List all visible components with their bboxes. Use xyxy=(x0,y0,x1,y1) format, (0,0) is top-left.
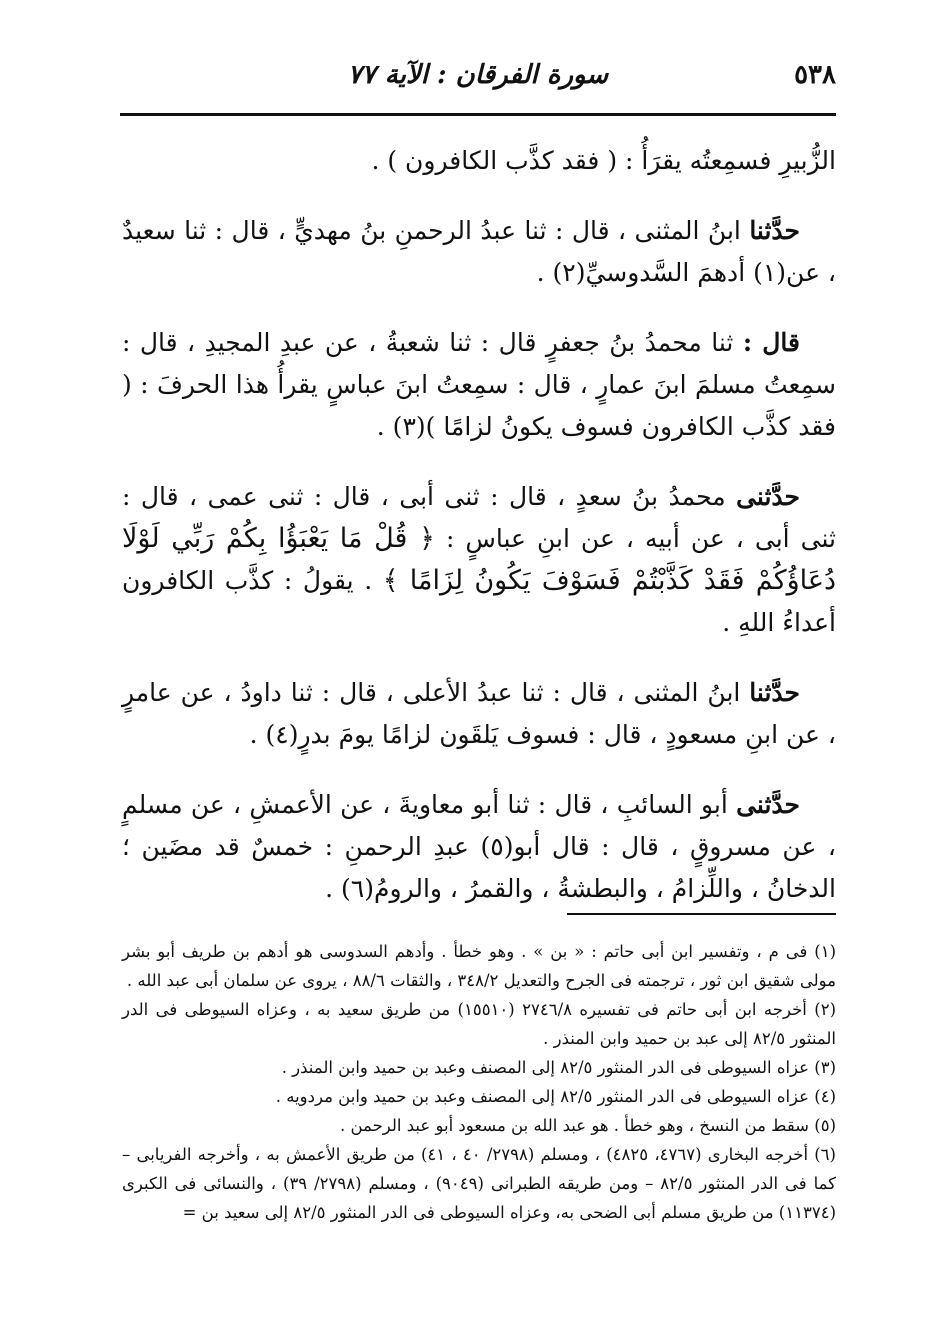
footnote-rule xyxy=(567,913,836,915)
footnote-6: (٦) أخرجه البخارى (٤٧٦٧، ٤٨٢٥) ، ومسلم (٢٧٩٨/ ٤٠ ، ٤١) من طريق الأعمش به ، وأخرجه الفريابى – كما فى الدر المنثور ٨٢/٥ – ومن طريقه الطبرانى (٩٠٤٩) ، ومسلم (٢٧٩٨/ ٣٩) ، والنسائى فى الكبرى (١١٣٧٤) من طريق مسلم أبى الضحى به، وعزاه السيوطى فى الدر المنثور ٨٢/٥ إلى سعيد بن = xyxy=(122,1145,837,1222)
narration-lead: حدَّثنا xyxy=(749,678,800,707)
narration-lead: قال : xyxy=(742,328,800,357)
footnotes xyxy=(122,937,836,1227)
page-header xyxy=(120,52,836,102)
header-rule xyxy=(120,113,836,116)
paragraph-narration: حدَّثنا ابنُ المثنى ، قال : ثنا عبدُ الأعلى ، قال : ثنا داودُ ، عن عامرٍ ، عن ابنِ مسعودٍ ، قال : فسوف يَلقَون لزامًا يومَ بدرٍ(٤) . xyxy=(122,678,836,749)
paragraph-narration: حدَّثنا ابنُ المثنى ، قال : ثنا عبدُ الرحمنِ بنُ مهديٍّ ، قال : ثنا سعيدٌ ، عن(١) أدهمَ السَّدوسيِّ(٢) . xyxy=(122,216,836,287)
footnote-4: (٤) عزاه السيوطى فى الدر المنثور ٨٢/٥ إلى المصنف وعبد بن حميد وابن مردويه . xyxy=(275,1087,836,1106)
paragraph-narration: حدَّثنى أبو السائبِ ، قال : ثنا أبو معاويةَ ، عن الأعمشِ ، عن مسلمٍ ، عن مسروقٍ ، قال : قال أبو(٥) عبدِ الرحمنِ : خمسٌ قد مضَين ؛ الدخانُ ، واللِّزامُ ، والبطشةُ ، والقمرُ ، والرومُ(٦) . xyxy=(122,790,836,903)
page-number: ٥٣٨ xyxy=(794,60,836,90)
footnote-1: (١) فى م ، وتفسير ابن أبى حاتم : « بن » . وهو خطأ . وأدهم السدوسى هو أدهم بن طريف أبو بشر مولى شقيق ابن ثور ، ترجمته فى الجرح والتعديل ٣٤٨/٢ ، والثقات ٨٨/٦ ، يروى عن سلمان أبى عبد الله . xyxy=(122,942,836,990)
paragraph-narration: قال : ثنا محمدُ بنُ جعفرٍ قال : ثنا شعبةُ ، عن عبدِ المجيدِ ، قال : سمِعتُ مسلمَ ابنَ عمارٍ ، قال : سمِعتُ ابنَ عباسٍ يقرأُ هذا الحرفَ : ( فقد كذَّب الكافرون فسوف يكونُ لزامًا )(٣) . xyxy=(122,328,836,441)
main-text xyxy=(122,140,836,938)
narration-lead: حدَّثنا xyxy=(749,216,801,245)
narration-lead: حدَّثنى xyxy=(736,790,801,819)
paragraph-narration: حدَّثنى محمدُ بنُ سعدٍ ، قال : ثنى أبى ، قال : ثنى عمى ، قال : ثنى أبى ، عن أبيه ، عن ابنِ عباسٍ : ﴿ قُلْ مَا يَعْبَؤُا بِكُمْ رَبِّي لَوْلَا دُعَاؤُكُمْ فَقَدْ كَذَّبْتُمْ فَسَوْفَ يَكُونُ لِزَامًا ﴾ . يقولُ : كذَّب الكافرون أعداءُ اللهِ . xyxy=(122,482,836,637)
footnote-3: (٣) عزاه السيوطى فى الدر المنثور ٨٢/٥ إلى المصنف وعبد بن حميد وابن المنذر . xyxy=(281,1058,836,1077)
footnote-2: (٢) أخرجه ابن أبى حاتم فى تفسيره ٢٧٤٦/٨ (١٥٥١٠) من طريق سعيد به ، وعزاه السيوطى فى الدر المنثور ٨٢/٥ إلى عبد بن حميد وابن المنذر . xyxy=(122,1000,836,1048)
quran-verse: ﴿ قُلْ مَا يَعْبَؤُا بِكُمْ رَبِّي لَوْلَا دُعَاؤُكُمْ فَقَدْ كَذَّبْتُمْ فَسَوْفَ يَكُونُ لِزَامًا ﴾ xyxy=(122,523,836,596)
narration-lead: حدَّثنى xyxy=(736,482,800,511)
paragraph-continuation: الزُّبيرِ فسمِعتُه يقرَأُ : ( فقد كذَّب الكافرون ) . xyxy=(371,146,836,175)
running-title: سورة الفرقان : الآية ٧٧ xyxy=(347,60,609,90)
footnote-5: (٥) سقط من النسخ ، وهو خطأ . هو عبد الله بن مسعود أبو عبد الرحمن . xyxy=(339,1116,836,1135)
